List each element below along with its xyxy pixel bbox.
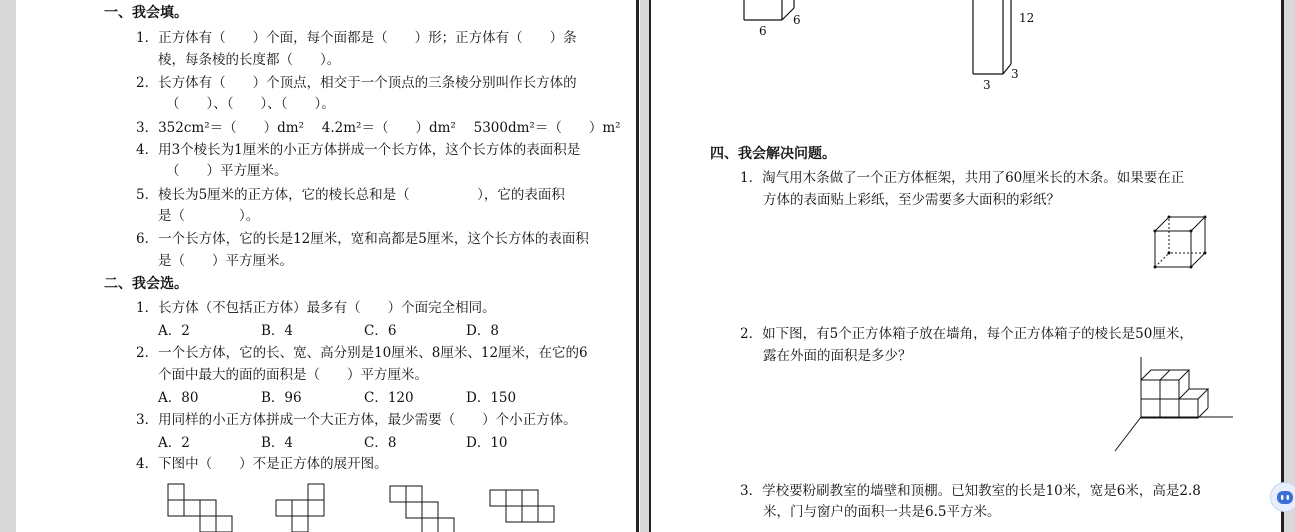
right-page [651, 0, 1281, 532]
corner-boxes-figure [1113, 355, 1238, 455]
cube-figure [739, 0, 799, 30]
fill-question-4-line-2: （ ）平方厘米。 [166, 163, 288, 179]
solve-question-1-line-1: 1．淘气用木条做了一个正方体框架，共用了60厘米长的木条。如果要在正 [740, 170, 1185, 186]
assistant-button[interactable] [1270, 482, 1295, 512]
cube-net-figure-a [166, 482, 246, 532]
right-page-border-right [1281, 0, 1284, 532]
choose-2-option-c: C．120 [364, 390, 414, 406]
viewer-background-left [0, 0, 16, 532]
section-fill-title: 一、我会填。 [104, 5, 188, 21]
assistant-bot-icon [1271, 483, 1295, 511]
cube-bottom-label: 6 [759, 24, 767, 38]
choose-3-option-b: B．4 [261, 435, 294, 451]
prism-side-label: 3 [1011, 67, 1019, 81]
prism-bottom-label: 3 [983, 78, 991, 92]
fill-question-4-line-1: 4．用3个棱长为1厘米的小正方体拼成一个长方体，这个长方体的表面积是 [136, 142, 581, 158]
choose-question-2-line-1: 2．一个长方体，它的长、宽、高分别是10厘米、8厘米、12厘米，在它的6 [136, 345, 588, 361]
fill-question-6-line-2: 是（ ）平方厘米。 [158, 253, 293, 269]
fill-question-3: 3．352cm²＝（ ）dm² 4.2m²＝（ ）dm² 5300dm²＝（ ）m² [136, 120, 621, 136]
choose-2-option-a: A．80 [158, 390, 199, 406]
prism-height-label: 12 [1019, 11, 1035, 25]
section-solve-title: 四、我会解决问题。 [710, 146, 836, 162]
solve-question-2-line-1: 2．如下图，有5个正方体箱子放在墙角，每个正方体箱子的棱长是50厘米， [740, 326, 1193, 342]
fill-question-5-line-2: 是（ ）。 [158, 208, 260, 224]
choose-2-option-d: D．150 [466, 390, 517, 406]
cube-net-figure-d [488, 488, 568, 532]
left-page-border [636, 0, 639, 532]
section-choose-title: 二、我会选。 [104, 276, 188, 292]
solve-question-2-line-2: 露在外面的面积是多少？ [763, 348, 912, 364]
choose-question-2-line-2: 个面中最大的面的面积是（ ）平方厘米。 [158, 367, 428, 383]
solve-question-1-line-2: 方体的表面贴上彩纸，至少需要多大面积的彩纸？ [763, 192, 1060, 208]
left-page [16, 0, 638, 532]
fill-question-2-line-2: （ ）、（ ）、（ ）。 [166, 96, 335, 112]
choose-3-option-d: D．10 [466, 435, 508, 451]
solve-question-3-line-1: 3．学校要粉刷教室的墙壁和顶棚。已知教室的长是10米，宽是6米，高是2.8 [740, 483, 1201, 499]
viewer-background-right [1284, 0, 1295, 532]
choose-1-option-a: A．2 [158, 323, 190, 339]
fill-question-2-line-1: 2．长方体有（ ）个顶点，相交于一个顶点的三条棱分别叫作长方体的 [136, 75, 577, 91]
choose-question-3: 3．用同样的小正方体拼成一个大正方体，最少需要（ ）个小正方体。 [136, 412, 577, 428]
choose-3-option-a: A．2 [158, 435, 190, 451]
choose-2-option-b: B．96 [261, 390, 302, 406]
choose-1-option-b: B．4 [261, 323, 294, 339]
cube-side-label: 6 [793, 13, 801, 27]
cube-net-figure-c [388, 484, 468, 532]
choose-1-option-c: C．6 [364, 323, 397, 339]
cube-net-figure-b [272, 482, 352, 532]
solve-question-3-line-2: 米，门与窗户的面积一共是6.5平方米。 [763, 504, 1001, 520]
fill-question-6-line-1: 6．一个长方体，它的长是12厘米，宽和高都是5厘米，这个长方体的表面积 [136, 231, 589, 247]
choose-question-4: 4．下图中（ ）不是正方体的展开图。 [136, 456, 388, 472]
fill-question-5-line-1: 5．棱长为5厘米的正方体，它的棱长总和是（ ），它的表面积 [136, 187, 565, 203]
fill-question-1-line-1: 1．正方体有（ ）个面，每个面都是（ ）形；正方体有（ ）条 [136, 30, 577, 46]
choose-3-option-c: C．8 [364, 435, 397, 451]
fill-question-1-line-2: 棱，每条棱的长度都（ ）。 [158, 52, 341, 68]
choose-question-1: 1．长方体（不包括正方体）最多有（ ）个面完全相同。 [136, 300, 496, 316]
wireframe-cube-figure [1151, 213, 1211, 273]
choose-1-option-d: D．8 [466, 323, 499, 339]
